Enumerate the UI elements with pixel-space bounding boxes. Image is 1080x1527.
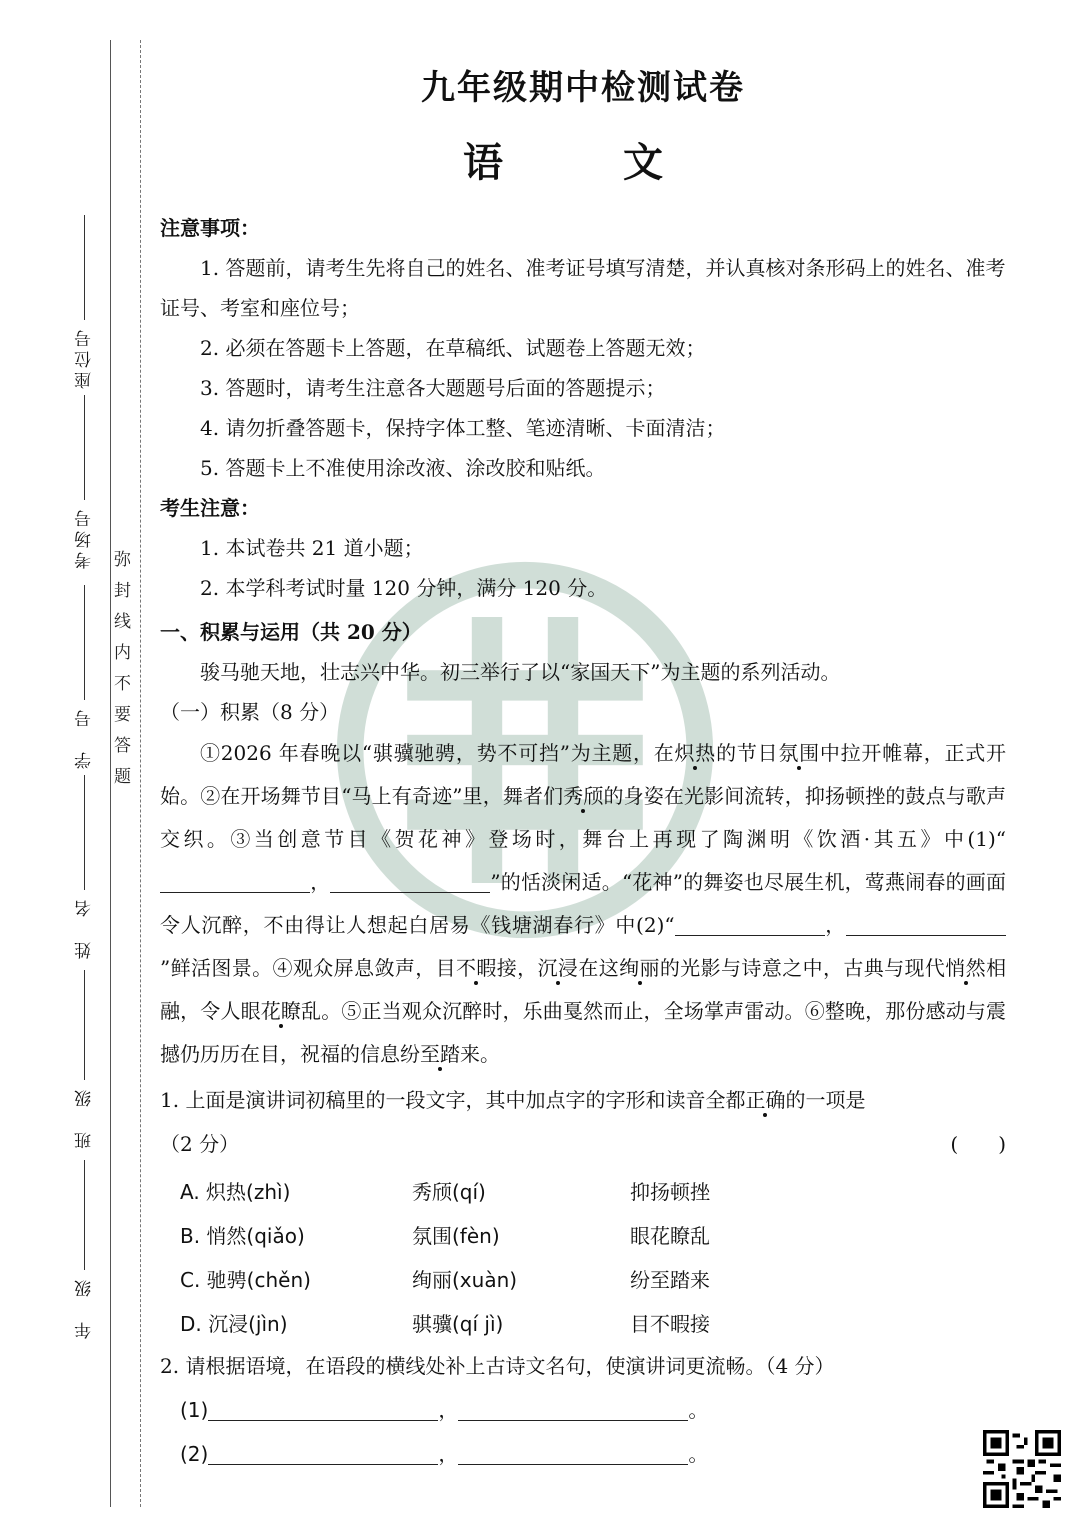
section1-heading: 一、积累与运用（共 20 分） bbox=[160, 620, 422, 644]
notice-heading: 注意事项： bbox=[160, 216, 260, 240]
qr-code[interactable] bbox=[983, 1430, 1061, 1508]
name-label: 姓 名 bbox=[74, 896, 95, 959]
question-2-row-1: (1) ， 。 bbox=[180, 1398, 709, 1422]
notice-item-3: 3. 答题时，请考生注意各大题题号后面的答题提示； bbox=[200, 376, 666, 400]
seat-number-underline bbox=[84, 215, 85, 320]
question-1-options bbox=[180, 1168, 1006, 1344]
grade-label: 年 级 bbox=[74, 1276, 95, 1339]
reading-passage: ①2026 年春晚以“骐骥驰骋，势不可挡”为主题，在炽热的节日氛围中拉开帷幕，正式开始。②在开场舞节目“马上有奇迹”里，舞者们秀颀的身姿在光影间流转，抑扬顿挫的鼓点与歌声交织。③当创意节目《贺花神》登场时，舞台上再现了陶渊明《饮酒·其五》中(1)“， ”的恬淡闲适。“花神”的舞姿也尽展生机，莺燕闹春的画面令人沉醉，不由得让人想起白居易《钱塘湖春行》中(2)“ ，”鲜活图景。④观众屏息敛声，目不暇接，沉浸在这绚丽的光影与诗意之中，古典与现代悄然相融，令人眼花瞭乱。⑤正当观众沉醉时，乐曲戛然而止，全场掌声雷动。⑥整晚，那份感动与震撼仍历历在目，祝福的信息纷至踏来。 bbox=[160, 741, 1007, 1066]
exam-room-label: 考场号 bbox=[74, 506, 95, 569]
question-1-score-line bbox=[160, 1122, 1006, 1166]
section1-intro: 骏马驰天地，壮志兴中华。初三举行了以“家国天下”为主题的系列活动。 bbox=[200, 660, 841, 684]
option-d[interactable]: D. 沉浸(jìn) 骐骥(qí jì) 目不暇接 bbox=[180, 1311, 710, 1336]
blank-1a[interactable] bbox=[160, 868, 310, 893]
name-underline bbox=[84, 775, 85, 890]
exam-room-underline bbox=[84, 395, 85, 500]
answer-blank-1b[interactable] bbox=[458, 1396, 688, 1421]
candidate-heading: 考生注意： bbox=[160, 496, 260, 520]
option-a[interactable]: A. 炽热(zhì) 秀颀(qí) 抑扬顿挫 bbox=[180, 1179, 710, 1204]
class-underline bbox=[84, 970, 85, 1080]
answer-blank-2a[interactable] bbox=[208, 1440, 438, 1465]
seat-number-label: 座位号 bbox=[74, 326, 95, 389]
class-field[interactable] bbox=[64, 970, 104, 1155]
student-id-label: 学 号 bbox=[74, 706, 95, 769]
class-label: 班 级 bbox=[74, 1086, 95, 1149]
student-id-underline bbox=[84, 585, 85, 700]
name-field[interactable] bbox=[64, 775, 104, 965]
question-1-stem: 1. 上面是演讲词初稿里的一段文字，其中加点字的字形和读音全都正确的一项是 bbox=[160, 1088, 866, 1112]
sealed-line-warning: 弥封线内不要答题 bbox=[110, 550, 130, 798]
candidate-item-1: 1. 本试卷共 21 道小题； bbox=[200, 536, 424, 560]
notice-item-4: 4. 请勿折叠答题卡，保持字体工整、笔迹清晰、卡面清洁； bbox=[200, 416, 726, 440]
notice-item-5: 5. 答题卡上不准使用涂改液、涂改胶和贴纸。 bbox=[200, 456, 606, 480]
student-id-field[interactable] bbox=[64, 585, 104, 775]
blank-2a[interactable] bbox=[675, 911, 825, 936]
seat-number-field[interactable] bbox=[64, 215, 104, 395]
answer-blank-1a[interactable] bbox=[208, 1396, 438, 1421]
question-1-answer-bracket[interactable]: ( ) bbox=[950, 1132, 1006, 1156]
notice-item-1: 1. 答题前，请考生先将自己的姓名、准考证号填写清楚，并认真核对条形码上的姓名、准考证号、考室和座位号； bbox=[160, 256, 1006, 320]
option-b[interactable]: B. 悄然(qiǎo) 氛围(fèn) 眼花瞭乱 bbox=[180, 1223, 710, 1248]
exam-subject: 语 文 bbox=[463, 139, 703, 186]
grade-underline bbox=[84, 1160, 85, 1270]
option-c[interactable]: C. 驰骋(chěn) 绚丽(xuàn) 纷至踏来 bbox=[180, 1267, 710, 1292]
question-2-stem: 2. 请根据语境，在语段的横线处补上古诗文名句，使演讲词更流畅。（4 分） bbox=[160, 1354, 835, 1378]
blank-2b[interactable] bbox=[846, 911, 1006, 936]
cut-line bbox=[140, 40, 141, 1507]
notice-item-2: 2. 必须在答题卡上答题，在草稿纸、试题卷上答题无效； bbox=[200, 336, 706, 360]
candidate-item-2: 2. 本学科考试时量 120 分钟，满分 120 分。 bbox=[200, 576, 608, 600]
question-1-score: （2 分） bbox=[160, 1132, 240, 1156]
exam-title: 九年级期中检测试卷 bbox=[421, 68, 745, 108]
section1-subheading: （一）积累（8 分） bbox=[160, 700, 340, 724]
exam-room-field[interactable] bbox=[64, 395, 104, 575]
exam-content bbox=[160, 60, 1006, 1476]
grade-field[interactable] bbox=[64, 1160, 104, 1345]
answer-blank-2b[interactable] bbox=[458, 1440, 688, 1465]
blank-1b[interactable] bbox=[330, 868, 490, 893]
question-2-row-2: (2) ， 。 bbox=[180, 1442, 709, 1466]
